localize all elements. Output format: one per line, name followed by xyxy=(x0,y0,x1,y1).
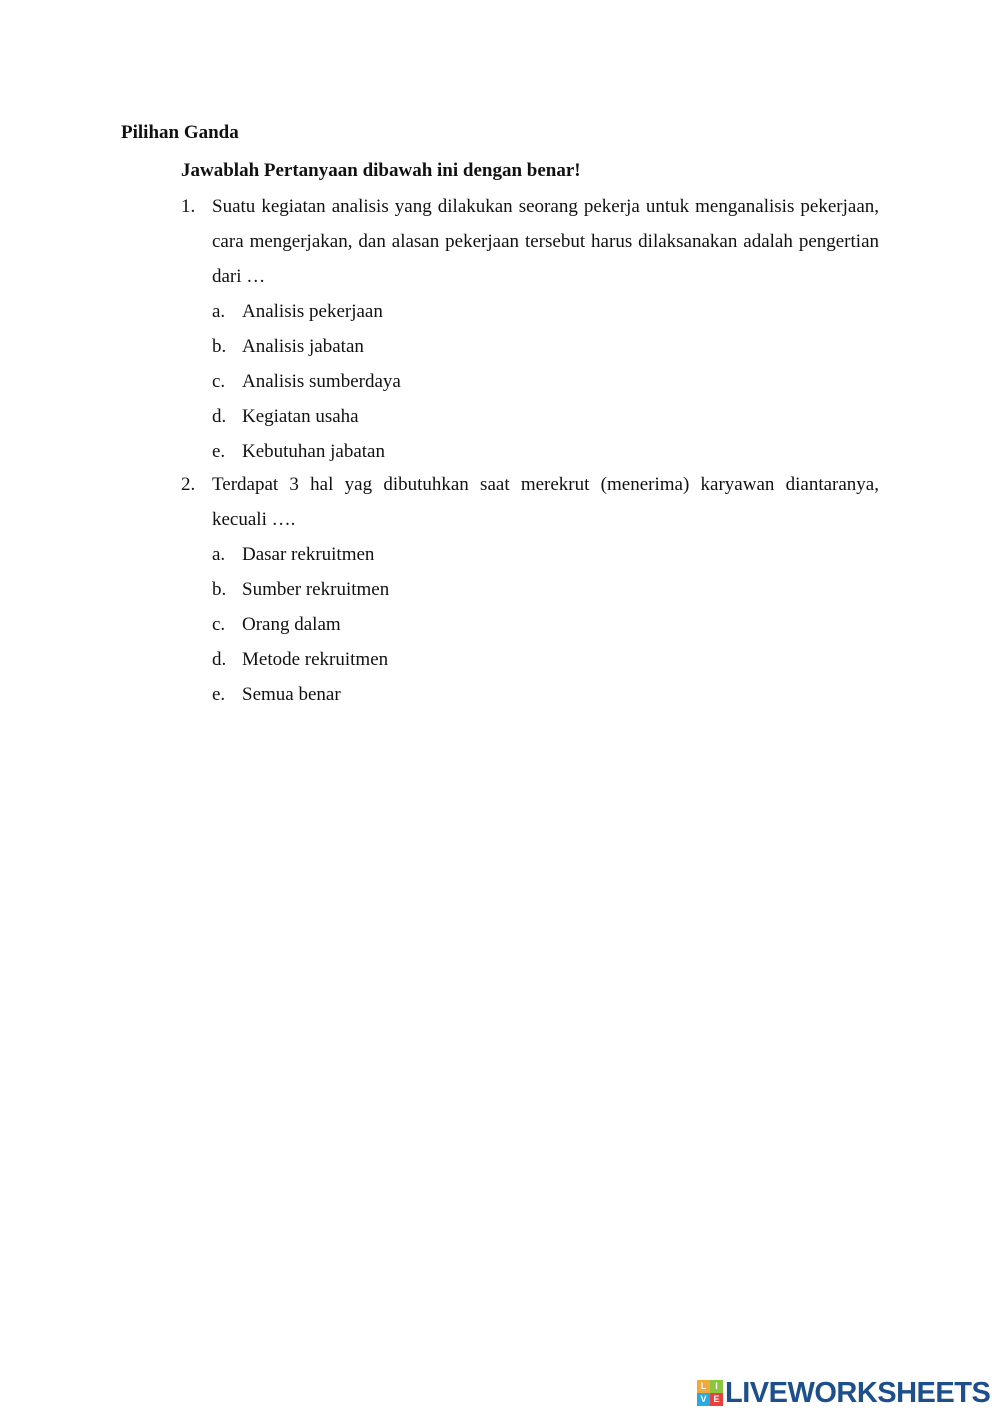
option-text: Kebutuhan jabatan xyxy=(242,441,385,462)
option-text: Sumber rekruitmen xyxy=(242,579,390,600)
option-letter: b. xyxy=(212,579,227,600)
option-text: Dasar rekruitmen xyxy=(242,544,375,565)
option-e[interactable] xyxy=(212,677,879,712)
option-c[interactable] xyxy=(212,364,879,399)
logo-tile-l: L xyxy=(697,1380,710,1393)
option-c[interactable] xyxy=(212,607,879,642)
option-text: Analisis pekerjaan xyxy=(242,301,383,322)
option-text: Orang dalam xyxy=(242,614,341,635)
option-letter: a. xyxy=(212,544,226,565)
question-number: 2. xyxy=(181,474,196,495)
option-text: Metode rekruitmen xyxy=(242,649,389,670)
question-1 xyxy=(181,189,879,469)
option-a[interactable] xyxy=(212,537,879,572)
option-letter: e. xyxy=(212,684,226,705)
logo-tile-i: I xyxy=(710,1380,723,1393)
option-text: Semua benar xyxy=(242,684,341,705)
option-letter: a. xyxy=(212,301,226,322)
option-b[interactable] xyxy=(212,572,879,607)
option-letter: d. xyxy=(212,649,227,670)
option-letter: c. xyxy=(212,614,226,635)
liveworksheets-logo xyxy=(697,1377,990,1409)
option-letter: e. xyxy=(212,441,226,462)
liveworksheets-logo-icon xyxy=(697,1380,723,1406)
option-d[interactable] xyxy=(212,399,879,434)
option-letter: b. xyxy=(212,336,227,357)
liveworksheets-wordmark: LIVEWORKSHEETS xyxy=(725,1377,991,1409)
option-letter: c. xyxy=(212,371,226,392)
instruction-text: Jawablah Pertanyaan dibawah ini dengan benar! xyxy=(181,160,581,181)
option-e[interactable] xyxy=(212,434,879,469)
option-text: Analisis jabatan xyxy=(242,336,364,357)
logo-tile-e: E xyxy=(710,1393,723,1406)
option-text: Kegiatan usaha xyxy=(242,406,359,427)
option-text: Analisis sumberdaya xyxy=(242,371,401,392)
logo-tile-v: V xyxy=(697,1393,710,1406)
question-text: Terdapat 3 hal yag dibutuhkan saat merekrut (menerima) karyawan diantaranya, kecuali …. xyxy=(212,474,879,530)
question-2 xyxy=(181,467,879,712)
option-a[interactable] xyxy=(212,294,879,329)
section-title: Pilihan Ganda xyxy=(121,122,239,143)
question-text: Suatu kegiatan analisis yang dilakukan seorang pekerja untuk menganalisis pekerjaan, cara mengerjakan, dan alasan pekerjaan tersebut harus dilaksanakan adalah pengertian dari … xyxy=(212,196,879,287)
option-list xyxy=(212,537,879,712)
option-letter: d. xyxy=(212,406,227,427)
option-d[interactable] xyxy=(212,642,879,677)
question-number: 1. xyxy=(181,196,196,217)
option-b[interactable] xyxy=(212,329,879,364)
option-list xyxy=(212,294,879,469)
